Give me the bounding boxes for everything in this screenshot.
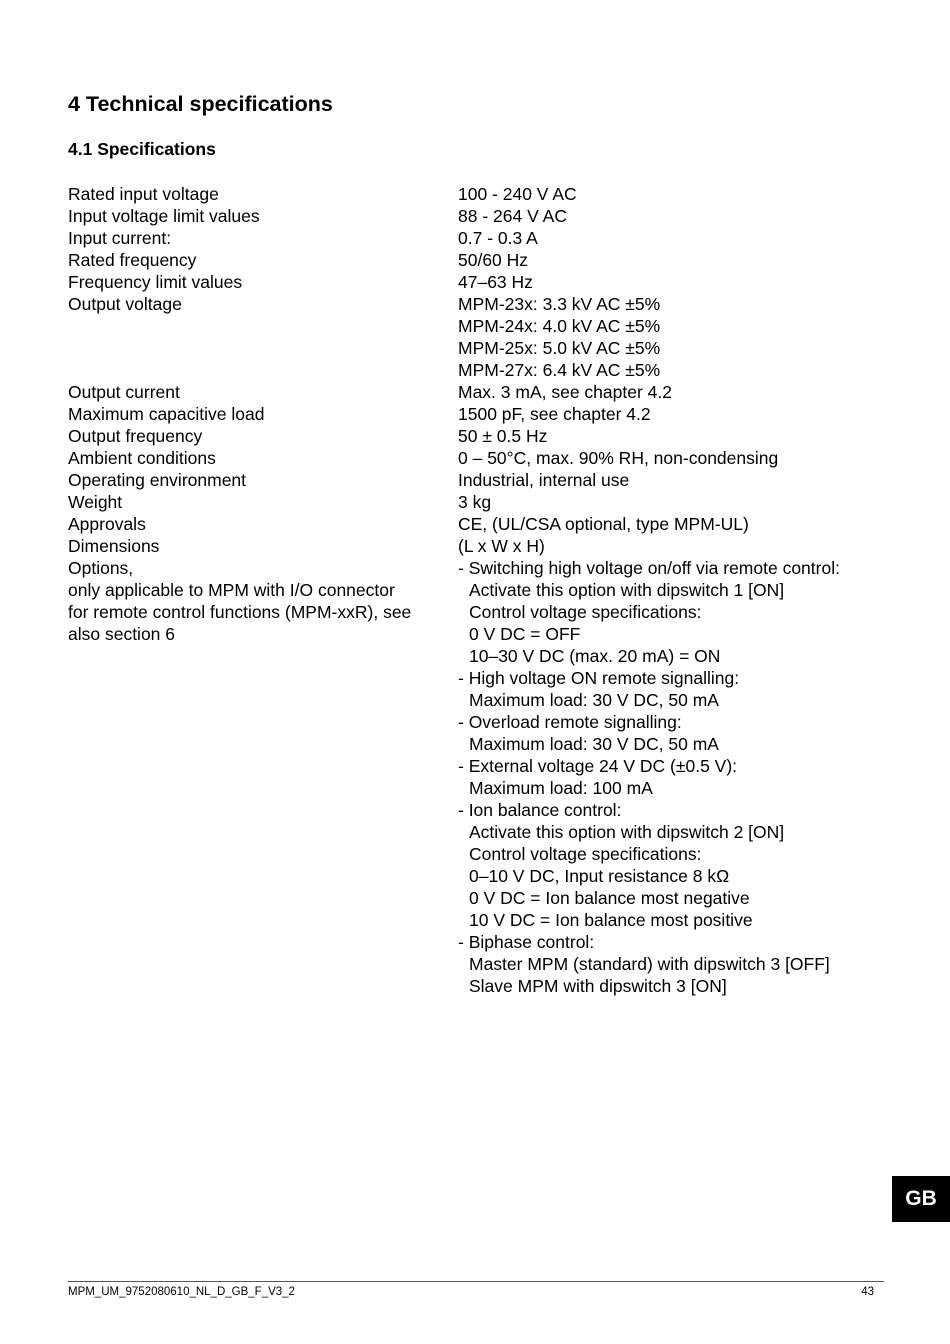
spec-label-line: for remote control functions (MPM-xxR), see — [68, 602, 412, 622]
spec-value — [458, 491, 888, 513]
spec-value-line: 50 ± 0.5 Hz — [458, 426, 548, 446]
spec-value-line: 1500 pF, see chapter 4.2 — [458, 404, 651, 424]
footer-document-id: MPM_UM_9752080610_NL_D_GB_F_V3_2 — [68, 1286, 295, 1298]
spec-value-line: Max. 3 mA, see chapter 4.2 — [458, 382, 672, 402]
footer-divider — [68, 1281, 884, 1282]
spec-row — [68, 381, 888, 403]
spec-value — [458, 183, 888, 205]
spec-value-line: 47–63 Hz — [458, 272, 533, 292]
language-tab: GB — [892, 1176, 950, 1222]
spec-label-line: Input current: — [68, 228, 172, 248]
spec-value-line: Maximum load: 30 V DC, 50 mA — [469, 734, 719, 754]
spec-label — [68, 227, 458, 249]
spec-label — [68, 425, 458, 447]
spec-row — [68, 183, 888, 205]
spec-value-line: 10–30 V DC (max. 20 mA) = ON — [469, 646, 721, 666]
spec-value-line: 0.7 - 0.3 A — [458, 228, 538, 248]
spec-value — [458, 205, 888, 227]
specifications-table — [68, 183, 888, 997]
spec-value-line: - Biphase control: — [458, 932, 595, 952]
spec-label — [68, 403, 458, 425]
footer-page-number: 43 — [861, 1286, 874, 1298]
spec-row — [68, 513, 888, 535]
spec-value-line: 0 V DC = Ion balance most negative — [469, 888, 750, 908]
spec-value-line: 0 – 50°C, max. 90% RH, non-condensing — [458, 448, 779, 468]
spec-value-line: Control voltage specifications: — [469, 602, 702, 622]
spec-value-line: 0–10 V DC, Input resistance 8 kΩ — [469, 866, 730, 886]
spec-label — [68, 271, 458, 293]
spec-value — [458, 469, 888, 491]
spec-label-line: Approvals — [68, 514, 146, 534]
spec-label-line: only applicable to MPM with I/O connector — [68, 580, 395, 600]
spec-label-line: Ambient conditions — [68, 448, 216, 468]
spec-row — [68, 293, 888, 381]
spec-label — [68, 491, 458, 513]
spec-label — [68, 293, 458, 381]
spec-label — [68, 183, 458, 205]
spec-value — [458, 557, 888, 997]
spec-value-line: 10 V DC = Ion balance most positive — [469, 910, 753, 930]
spec-value-line: Maximum load: 100 mA — [469, 778, 653, 798]
spec-value-line: CE, (UL/CSA optional, type MPM-UL) — [458, 514, 749, 534]
spec-label-line: Output voltage — [68, 294, 182, 314]
spec-label-line: also section 6 — [68, 624, 176, 644]
spec-value-line: Slave MPM with dipswitch 3 [ON] — [469, 976, 727, 996]
spec-label — [68, 513, 458, 535]
spec-value-line: 0 V DC = OFF — [469, 624, 581, 644]
spec-row — [68, 535, 888, 557]
spec-value — [458, 249, 888, 271]
spec-row — [68, 469, 888, 491]
spec-value — [458, 227, 888, 249]
subsection-heading: 4.1 Specifications — [68, 139, 216, 159]
spec-value-line: - Switching high voltage on/off via remote control: — [458, 558, 840, 578]
spec-value-line: - External voltage 24 V DC (±0.5 V): — [458, 756, 738, 776]
spec-value-line: (L x W x H) — [458, 536, 545, 556]
spec-label-line: Rated input voltage — [68, 184, 219, 204]
spec-label-line: Maximum capacitive load — [68, 404, 265, 424]
spec-row — [68, 205, 888, 227]
spec-value-line: - Ion balance control: — [458, 800, 622, 820]
spec-label-line: Operating environment — [68, 470, 247, 490]
spec-value-line: Master MPM (standard) with dipswitch 3 [OFF] — [469, 954, 830, 974]
spec-row — [68, 249, 888, 271]
spec-row — [68, 425, 888, 447]
spec-value-line: MPM-25x: 5.0 kV AC ±5% — [458, 338, 661, 358]
spec-row — [68, 227, 888, 249]
spec-label — [68, 249, 458, 271]
spec-row — [68, 271, 888, 293]
spec-value-line: 100 - 240 V AC — [458, 184, 577, 204]
spec-label — [68, 535, 458, 557]
spec-row — [68, 557, 888, 997]
spec-value-line: Maximum load: 30 V DC, 50 mA — [469, 690, 719, 710]
spec-value-line: MPM-27x: 6.4 kV AC ±5% — [458, 360, 661, 380]
spec-value-line: Activate this option with dipswitch 2 [ON] — [469, 822, 785, 842]
spec-label-line: Weight — [68, 492, 123, 512]
spec-value-line: MPM-24x: 4.0 kV AC ±5% — [458, 316, 661, 336]
spec-value — [458, 381, 888, 403]
spec-label-line: Input voltage limit values — [68, 206, 260, 226]
spec-value-line: - Overload remote signalling: — [458, 712, 682, 732]
spec-value — [458, 425, 888, 447]
spec-value — [458, 271, 888, 293]
spec-value-line: 3 kg — [458, 492, 492, 512]
spec-row — [68, 403, 888, 425]
spec-value — [458, 447, 888, 469]
spec-label — [68, 381, 458, 403]
spec-value-line: 50/60 Hz — [458, 250, 529, 270]
spec-value-line: MPM-23x: 3.3 kV AC ±5% — [458, 294, 661, 314]
spec-value-line: Industrial, internal use — [458, 470, 630, 490]
spec-value — [458, 535, 888, 557]
section-heading: 4 Technical specifications — [68, 92, 333, 116]
spec-label-line: Rated frequency — [68, 250, 197, 270]
spec-value-line: 88 - 264 V AC — [458, 206, 567, 226]
spec-label-line: Output current — [68, 382, 180, 402]
spec-label-line: Options, — [68, 558, 134, 578]
spec-value — [458, 403, 888, 425]
spec-value — [458, 293, 888, 381]
spec-label — [68, 447, 458, 469]
spec-label — [68, 557, 458, 997]
spec-label-line: Dimensions — [68, 536, 160, 556]
spec-label-line: Output frequency — [68, 426, 203, 446]
spec-label-line: Frequency limit values — [68, 272, 243, 292]
spec-label — [68, 205, 458, 227]
spec-row — [68, 447, 888, 469]
spec-value — [458, 513, 888, 535]
spec-value-line: - High voltage ON remote signalling: — [458, 668, 740, 688]
spec-label — [68, 469, 458, 491]
spec-value-line: Control voltage specifications: — [469, 844, 702, 864]
spec-row — [68, 491, 888, 513]
spec-value-line: Activate this option with dipswitch 1 [ON] — [469, 580, 785, 600]
